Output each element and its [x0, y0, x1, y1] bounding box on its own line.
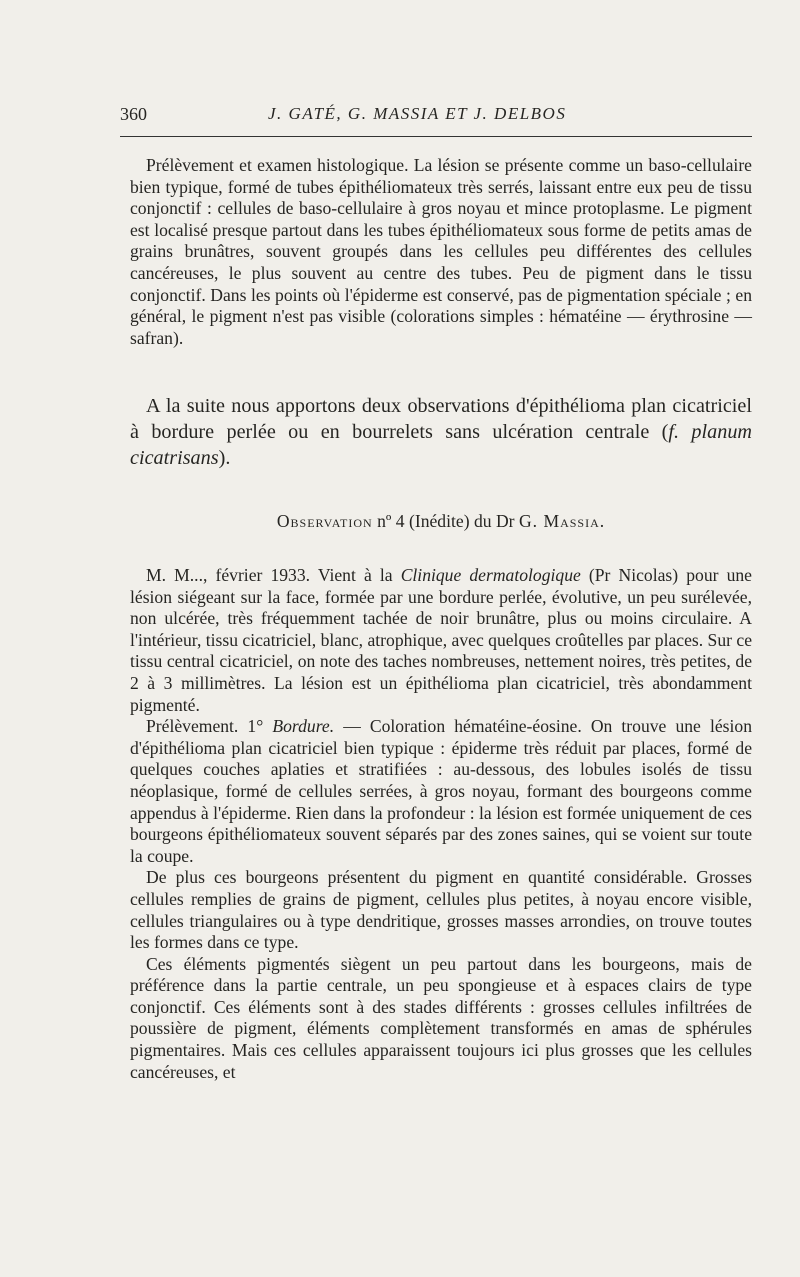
intro-text: A la suite nous apportons deux observations d'épithélioma plan cicatriciel à bordure perlée ou en bourrelets sans ulcération centrale (	[130, 395, 752, 443]
prelevement-lead: Prélèvement. 1°	[146, 716, 273, 737]
case-paragraph-1	[130, 565, 752, 716]
running-head: J. GATÉ, G. MASSIA ET J. DELBOS	[268, 104, 567, 123]
observation-n: nº	[377, 511, 392, 531]
intro-paragraph	[130, 393, 752, 471]
header-rule	[120, 136, 752, 137]
intro-italic: f. planum cicatrisans	[130, 421, 752, 469]
intro-end: ).	[218, 447, 231, 469]
running-header	[118, 104, 752, 134]
case-lead: M. M..., février 1933. Vient à la	[146, 565, 401, 585]
doctor-prefix: Dr	[495, 511, 515, 531]
case-description: pour une lésion siégeant sur la face, formée par une bordure perlée, évolutive, un peu surélevée, non ulcérée, très fréquemment tachée de noir brunâtre, plus ou moins circulaire. A l'intérieur, tissu cicatriciel, blanc, atrophique, avec quelques croûtelles par places. Sur ce tissu central cicatriciel, on note des taches nombreuses, nettement noires, très petites, de 2 à 3 millimètres. La lésion est un épithélioma plan cicatriciel, très abondamment pigmenté.	[130, 565, 752, 715]
paragraph-histology: Prélèvement et examen histologique. La lésion se présente comme un baso-cellulaire bien typique, formé de tubes épithéliomateux très serrés, laissant entre eux peu de tissu conjonctif : cellules de baso-cellulaire à gros noyau et mince protoplasme. Le pigment est localisé presque partout dans les tubes épithéliomateux sous forme de petits amas de grains brunâtres, souvent groupés dans les cellules peu différentes des cellules cancéreuses, le plus souvent au centre des tubes. Peu de pigment dans le tissu conjonctif. Dans les points où l'épiderme est conservé, pas de pigmentation spéciale ; en général, le pigment n'est pas visible (colorations simples : hématéine — érythrosine — safran).	[130, 155, 752, 348]
doctor-name: G. Massia.	[518, 511, 606, 531]
observation-title	[130, 511, 752, 532]
case-paragraph-4: Ces éléments pigmentés siègent un peu partout dans les bourgeons, mais de préférence dans la partie centrale, un peu spongieuse et à espaces clairs de type conjonctif. Ces éléments sont à des stades différents : grosses cellules infiltrées de poussière de pigment, éléments complètement transformés en amas de sphérules pigmentaires. Mais ces cellules apparaissent toujours ici plus grosses que les cellules cancéreuses, et	[130, 953, 752, 1082]
observation-number: 4	[395, 511, 405, 531]
prelevement-text: — Coloration hématéine-éosine. On trouve une lésion d'épithélioma plan cicatriciel bien typique : épiderme très réduit par places, formé de quelques couches aplaties et stratifiées : au-dessous, des lobules isolés de tissu néoplasique, formé de cellules serrées, à gros noyau, formant des bourgeons comme appendus à l'épiderme. Rien dans la profondeur : la lésion est formée uniquement de ces bourgeons épithéliomateux souvent séparés par des zones saines, qui se voient sur toute la coupe.	[130, 716, 752, 866]
section-histology	[130, 155, 752, 349]
clinic-name: Clinique dermatologique	[400, 565, 581, 585]
case-paragraph-3: De plus ces bourgeons présentent du pigment en quantité considérable. Grosses cellules remplies de grains de pigment, cellules plus petites, à noyau encore visible, cellules triangulaires ou à type dendritique, grosses masses arrondies, on trouve toutes les formes dans ce type.	[130, 867, 752, 953]
case-paragraph-2	[130, 716, 752, 867]
intro-block	[130, 393, 752, 471]
bordure-label: Bordure.	[272, 716, 335, 737]
page-number: 360	[120, 104, 147, 124]
observation-label: Observation	[276, 511, 373, 531]
case-report	[130, 565, 752, 1083]
observation-qualifier: (Inédite) du	[408, 511, 492, 531]
case-professor: (Pr Nicolas)	[580, 565, 679, 585]
